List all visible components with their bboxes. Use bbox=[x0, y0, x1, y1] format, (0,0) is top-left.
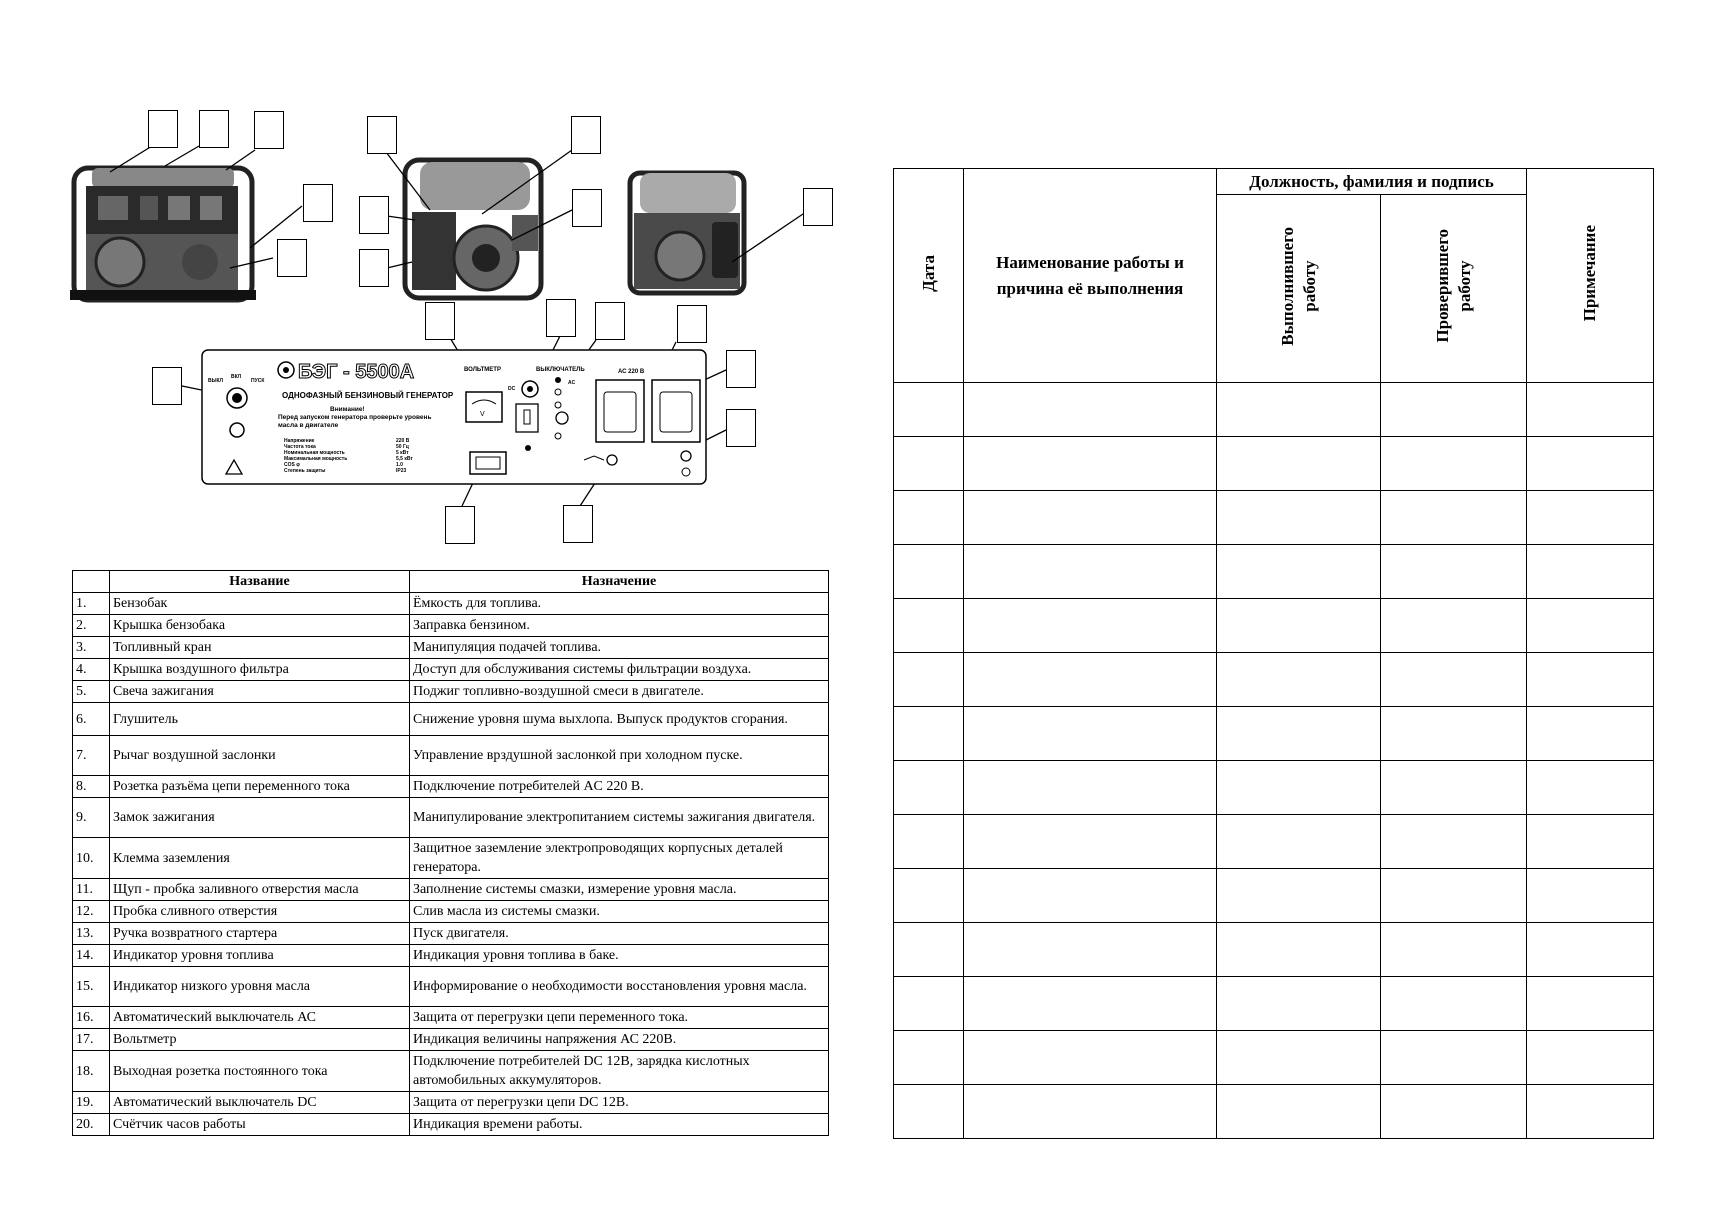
svg-text:Максимальная мощность: Максимальная мощность bbox=[284, 456, 348, 462]
svg-text:ВЫКЛЮЧАТЕЛЬ: ВЫКЛЮЧАТЕЛЬ bbox=[536, 367, 585, 373]
log-checked-cell[interactable] bbox=[1381, 977, 1527, 1031]
callout-box bbox=[359, 196, 389, 234]
log-row bbox=[894, 923, 1654, 977]
svg-text:220 В: 220 В bbox=[396, 438, 410, 444]
part-number: 17. bbox=[73, 1029, 110, 1051]
log-note-cell[interactable] bbox=[1527, 1085, 1654, 1139]
log-performed-cell[interactable] bbox=[1217, 707, 1381, 761]
part-purpose: Пуск двигателя. bbox=[410, 923, 829, 945]
log-date-cell[interactable] bbox=[894, 1031, 964, 1085]
part-number: 10. bbox=[73, 838, 110, 879]
log-performed-cell[interactable] bbox=[1217, 869, 1381, 923]
part-purpose: Информирование о необходимости восстановления уровня масла. bbox=[410, 967, 829, 1007]
callout-box bbox=[367, 116, 397, 154]
callout-box bbox=[595, 302, 625, 340]
part-purpose: Управление врздушной заслонкой при холодном пуске. bbox=[410, 736, 829, 776]
table-row bbox=[73, 1114, 829, 1136]
part-purpose: Защитное заземление электропроводящих корпусных деталей генератора. bbox=[410, 838, 829, 879]
log-date-cell[interactable] bbox=[894, 437, 964, 491]
table-row bbox=[73, 776, 829, 798]
log-date-cell[interactable] bbox=[894, 707, 964, 761]
part-purpose: Доступ для обслуживания системы фильтрации воздуха. bbox=[410, 659, 829, 681]
log-work-header: Наименование работы и причина её выполнения bbox=[964, 169, 1217, 383]
parts-table bbox=[72, 570, 829, 1136]
table-row bbox=[73, 593, 829, 615]
part-purpose: Индикация уровня топлива в баке. bbox=[410, 945, 829, 967]
part-number: 7. bbox=[73, 736, 110, 776]
log-performed-cell[interactable] bbox=[1217, 383, 1381, 437]
log-work-cell[interactable] bbox=[964, 653, 1217, 707]
part-name: Розетка разъёма цепи переменного тока bbox=[110, 776, 410, 798]
log-work-cell[interactable] bbox=[964, 491, 1217, 545]
callout-box bbox=[571, 116, 601, 154]
part-number: 11. bbox=[73, 879, 110, 901]
log-row bbox=[894, 1085, 1654, 1139]
part-name: Индикатор уровня топлива bbox=[110, 945, 410, 967]
table-row bbox=[73, 736, 829, 776]
log-performed-cell[interactable] bbox=[1217, 599, 1381, 653]
log-row bbox=[894, 977, 1654, 1031]
part-number: 1. bbox=[73, 593, 110, 615]
log-date-cell[interactable] bbox=[894, 383, 964, 437]
log-performed-cell[interactable] bbox=[1217, 923, 1381, 977]
log-performed-cell[interactable] bbox=[1217, 1031, 1381, 1085]
log-checked-cell[interactable] bbox=[1381, 653, 1527, 707]
log-date-header: Дата bbox=[894, 169, 964, 383]
log-row bbox=[894, 1031, 1654, 1085]
svg-text:Внимание!: Внимание! bbox=[330, 406, 365, 413]
callout-box bbox=[152, 367, 182, 405]
log-date-cell[interactable] bbox=[894, 977, 964, 1031]
part-number: 20. bbox=[73, 1114, 110, 1136]
generator-illustrations bbox=[0, 0, 860, 560]
log-row bbox=[894, 653, 1654, 707]
svg-text:V: V bbox=[480, 411, 485, 418]
callout-box bbox=[148, 110, 178, 148]
log-checked-cell[interactable] bbox=[1381, 491, 1527, 545]
part-purpose: Индикация времени работы. bbox=[410, 1114, 829, 1136]
col-num-header bbox=[73, 571, 110, 593]
part-name: Замок зажигания bbox=[110, 798, 410, 838]
log-performed-cell[interactable] bbox=[1217, 545, 1381, 599]
table-row bbox=[73, 703, 829, 736]
log-checked-cell[interactable] bbox=[1381, 815, 1527, 869]
log-row bbox=[894, 545, 1654, 599]
log-checked-cell[interactable] bbox=[1381, 869, 1527, 923]
log-row bbox=[894, 707, 1654, 761]
part-name: Глушитель bbox=[110, 703, 410, 736]
log-row bbox=[894, 437, 1654, 491]
callout-box bbox=[563, 505, 593, 543]
table-row bbox=[73, 659, 829, 681]
log-work-cell[interactable] bbox=[964, 383, 1217, 437]
part-name: Бензобак bbox=[110, 593, 410, 615]
svg-text:50 Гц: 50 Гц bbox=[396, 444, 409, 450]
part-number: 5. bbox=[73, 681, 110, 703]
log-note-cell[interactable] bbox=[1527, 977, 1654, 1031]
svg-text:АС 220 В: АС 220 В bbox=[618, 369, 645, 375]
log-row bbox=[894, 491, 1654, 545]
part-name: Пробка сливного отверстия bbox=[110, 901, 410, 923]
svg-text:AC: AC bbox=[568, 380, 576, 386]
log-note-cell[interactable] bbox=[1527, 869, 1654, 923]
part-purpose: Снижение уровня шума выхлопа. Выпуск продуктов сгорания. bbox=[410, 703, 829, 736]
callout-box bbox=[277, 239, 307, 277]
table-row bbox=[73, 838, 829, 879]
table-row bbox=[73, 1007, 829, 1029]
svg-text:IP23: IP23 bbox=[396, 468, 407, 474]
log-date-cell[interactable] bbox=[894, 815, 964, 869]
part-name: Ручка возвратного стартера bbox=[110, 923, 410, 945]
log-checked-cell[interactable] bbox=[1381, 1085, 1527, 1139]
callout-box bbox=[199, 110, 229, 148]
svg-text:Перед запуском генератора пров: Перед запуском генератора проверьте уровень bbox=[278, 414, 432, 421]
part-number: 19. bbox=[73, 1092, 110, 1114]
log-performed-cell[interactable] bbox=[1217, 815, 1381, 869]
maintenance-log-table bbox=[893, 168, 1654, 1139]
part-number: 15. bbox=[73, 967, 110, 1007]
part-purpose: Заправка бензином. bbox=[410, 615, 829, 637]
log-note-cell[interactable] bbox=[1527, 1031, 1654, 1085]
log-date-cell[interactable] bbox=[894, 545, 964, 599]
svg-text:Напряжение: Напряжение bbox=[284, 438, 315, 444]
part-purpose: Манипуляция подачей топлива. bbox=[410, 637, 829, 659]
log-work-cell[interactable] bbox=[964, 707, 1217, 761]
part-purpose: Защита от перегрузки цепи переменного тока. bbox=[410, 1007, 829, 1029]
log-checked-cell[interactable] bbox=[1381, 383, 1527, 437]
log-work-cell[interactable] bbox=[964, 761, 1217, 815]
log-performed-cell[interactable] bbox=[1217, 761, 1381, 815]
callout-box bbox=[572, 189, 602, 227]
part-number: 6. bbox=[73, 703, 110, 736]
log-checked-cell[interactable] bbox=[1381, 707, 1527, 761]
table-row bbox=[73, 798, 829, 838]
callout-box bbox=[303, 184, 333, 222]
panel-brand: БЭГ - 5500А bbox=[298, 361, 415, 383]
log-date-cell[interactable] bbox=[894, 491, 964, 545]
log-note-cell[interactable] bbox=[1527, 545, 1654, 599]
part-name: Автоматический выключатель DC bbox=[110, 1092, 410, 1114]
log-work-cell[interactable] bbox=[964, 923, 1217, 977]
svg-text:5 кВт: 5 кВт bbox=[396, 450, 409, 456]
log-note-cell[interactable] bbox=[1527, 383, 1654, 437]
part-number: 14. bbox=[73, 945, 110, 967]
svg-text:DC: DC bbox=[508, 386, 516, 392]
generator-side-view bbox=[405, 160, 541, 298]
part-number: 18. bbox=[73, 1051, 110, 1092]
log-row bbox=[894, 383, 1654, 437]
part-number: 9. bbox=[73, 798, 110, 838]
callout-box bbox=[803, 188, 833, 226]
log-position-group-header: Должность, фамилия и подпись bbox=[1217, 169, 1527, 195]
log-note-cell[interactable] bbox=[1527, 437, 1654, 491]
table-row bbox=[73, 615, 829, 637]
part-purpose: Подключение потребителей AC 220 В. bbox=[410, 776, 829, 798]
log-performed-cell[interactable] bbox=[1217, 653, 1381, 707]
part-purpose: Ёмкость для топлива. bbox=[410, 593, 829, 615]
part-name: Выходная розетка постоянного тока bbox=[110, 1051, 410, 1092]
callout-box bbox=[726, 409, 756, 447]
table-row bbox=[73, 879, 829, 901]
table-row bbox=[73, 1092, 829, 1114]
callout-box bbox=[425, 302, 455, 340]
log-date-cell[interactable] bbox=[894, 599, 964, 653]
log-work-cell[interactable] bbox=[964, 815, 1217, 869]
table-row bbox=[73, 1051, 829, 1092]
svg-text:Частота тока: Частота тока bbox=[284, 444, 316, 450]
log-work-cell[interactable] bbox=[964, 545, 1217, 599]
part-number: 8. bbox=[73, 776, 110, 798]
part-number: 3. bbox=[73, 637, 110, 659]
callout-box bbox=[445, 506, 475, 544]
log-checked-cell[interactable] bbox=[1381, 437, 1527, 491]
svg-text:масла в двигателе: масла в двигателе bbox=[278, 422, 339, 429]
svg-text:ПУСК: ПУСК bbox=[251, 378, 265, 384]
table-row bbox=[73, 681, 829, 703]
svg-text:5,5 кВт: 5,5 кВт bbox=[396, 456, 413, 462]
part-name: Свеча зажигания bbox=[110, 681, 410, 703]
part-name: Рычаг воздушной заслонки bbox=[110, 736, 410, 776]
part-purpose: Заполнение системы смазки, измерение уровня масла. bbox=[410, 879, 829, 901]
part-number: 13. bbox=[73, 923, 110, 945]
callout-box bbox=[677, 305, 707, 343]
part-purpose: Слив масла из системы смазки. bbox=[410, 901, 829, 923]
part-name: Вольтметр bbox=[110, 1029, 410, 1051]
table-row bbox=[73, 923, 829, 945]
log-note-cell[interactable] bbox=[1527, 707, 1654, 761]
callout-box bbox=[254, 111, 284, 149]
log-row bbox=[894, 869, 1654, 923]
log-work-cell[interactable] bbox=[964, 1031, 1217, 1085]
col-name-header: Название bbox=[110, 571, 410, 593]
log-work-cell[interactable] bbox=[964, 437, 1217, 491]
part-name: Автоматический выключатель АС bbox=[110, 1007, 410, 1029]
log-row bbox=[894, 599, 1654, 653]
log-row bbox=[894, 815, 1654, 869]
log-note-header: Примечание bbox=[1527, 169, 1654, 383]
col-purpose-header: Назначение bbox=[410, 571, 829, 593]
part-number: 16. bbox=[73, 1007, 110, 1029]
log-note-cell[interactable] bbox=[1527, 491, 1654, 545]
table-row bbox=[73, 1029, 829, 1051]
part-name: Индикатор низкого уровня масла bbox=[110, 967, 410, 1007]
log-date-cell[interactable] bbox=[894, 761, 964, 815]
callout-box bbox=[546, 299, 576, 337]
log-performed-cell[interactable] bbox=[1217, 491, 1381, 545]
log-work-cell[interactable] bbox=[964, 977, 1217, 1031]
log-work-cell[interactable] bbox=[964, 1085, 1217, 1139]
svg-text:ВЫКЛ: ВЫКЛ bbox=[208, 378, 224, 384]
svg-text:ВОЛЬТМЕТР: ВОЛЬТМЕТР bbox=[464, 367, 501, 373]
panel-subtitle: ОДНОФАЗНЫЙ БЕНЗИНОВЫЙ ГЕНЕРАТОР bbox=[282, 391, 454, 400]
table-row bbox=[73, 967, 829, 1007]
log-work-cell[interactable] bbox=[964, 599, 1217, 653]
log-row bbox=[894, 761, 1654, 815]
svg-text:1.0: 1.0 bbox=[396, 462, 403, 468]
part-purpose: Поджиг топливно-воздушной смеси в двигателе. bbox=[410, 681, 829, 703]
log-performed-cell[interactable] bbox=[1217, 1085, 1381, 1139]
parts-table-header bbox=[73, 571, 829, 593]
part-number: 2. bbox=[73, 615, 110, 637]
log-date-cell[interactable] bbox=[894, 653, 964, 707]
callout-box bbox=[726, 350, 756, 388]
part-number: 4. bbox=[73, 659, 110, 681]
part-name: Счётчик часов работы bbox=[110, 1114, 410, 1136]
control-panel bbox=[202, 350, 706, 484]
log-note-cell[interactable] bbox=[1527, 599, 1654, 653]
log-date-cell[interactable] bbox=[894, 869, 964, 923]
log-note-cell[interactable] bbox=[1527, 653, 1654, 707]
svg-text:Степень защиты: Степень защиты bbox=[284, 468, 326, 474]
part-purpose: Подключение потребителей DC 12В, зарядка кислотных автомобильных аккумуляторов. bbox=[410, 1051, 829, 1092]
log-checked-cell[interactable] bbox=[1381, 545, 1527, 599]
part-name: Топливный кран bbox=[110, 637, 410, 659]
part-purpose: Манипулирование электропитанием системы зажигания двигателя. bbox=[410, 798, 829, 838]
part-name: Клемма заземления bbox=[110, 838, 410, 879]
table-row bbox=[73, 901, 829, 923]
log-work-cell[interactable] bbox=[964, 869, 1217, 923]
log-checked-cell[interactable] bbox=[1381, 923, 1527, 977]
log-checked-header: Проверившего работу bbox=[1381, 195, 1527, 383]
log-checked-cell[interactable] bbox=[1381, 761, 1527, 815]
part-purpose: Индикация величины напряжения АС 220В. bbox=[410, 1029, 829, 1051]
part-name: Крышка воздушного фильтра bbox=[110, 659, 410, 681]
svg-text:Номинальная мощность: Номинальная мощность bbox=[284, 450, 345, 456]
generator-rear-view bbox=[630, 173, 744, 293]
log-date-cell[interactable] bbox=[894, 923, 964, 977]
log-checked-cell[interactable] bbox=[1381, 1031, 1527, 1085]
part-name: Крышка бензобака bbox=[110, 615, 410, 637]
log-note-cell[interactable] bbox=[1527, 923, 1654, 977]
part-number: 12. bbox=[73, 901, 110, 923]
log-performed-header: Выполнившего работу bbox=[1217, 195, 1381, 383]
log-note-cell[interactable] bbox=[1527, 761, 1654, 815]
table-row bbox=[73, 945, 829, 967]
part-purpose: Защита от перегрузки цепи DC 12В. bbox=[410, 1092, 829, 1114]
log-checked-cell[interactable] bbox=[1381, 599, 1527, 653]
svg-text:ВКЛ: ВКЛ bbox=[231, 374, 242, 380]
log-performed-cell[interactable] bbox=[1217, 977, 1381, 1031]
generator-front-view bbox=[70, 168, 256, 300]
log-performed-cell[interactable] bbox=[1217, 437, 1381, 491]
log-note-cell[interactable] bbox=[1527, 815, 1654, 869]
callout-box bbox=[359, 249, 389, 287]
svg-text:COS φ: COS φ bbox=[284, 462, 300, 468]
table-row bbox=[73, 637, 829, 659]
log-date-cell[interactable] bbox=[894, 1085, 964, 1139]
part-name: Щуп - пробка заливного отверстия масла bbox=[110, 879, 410, 901]
